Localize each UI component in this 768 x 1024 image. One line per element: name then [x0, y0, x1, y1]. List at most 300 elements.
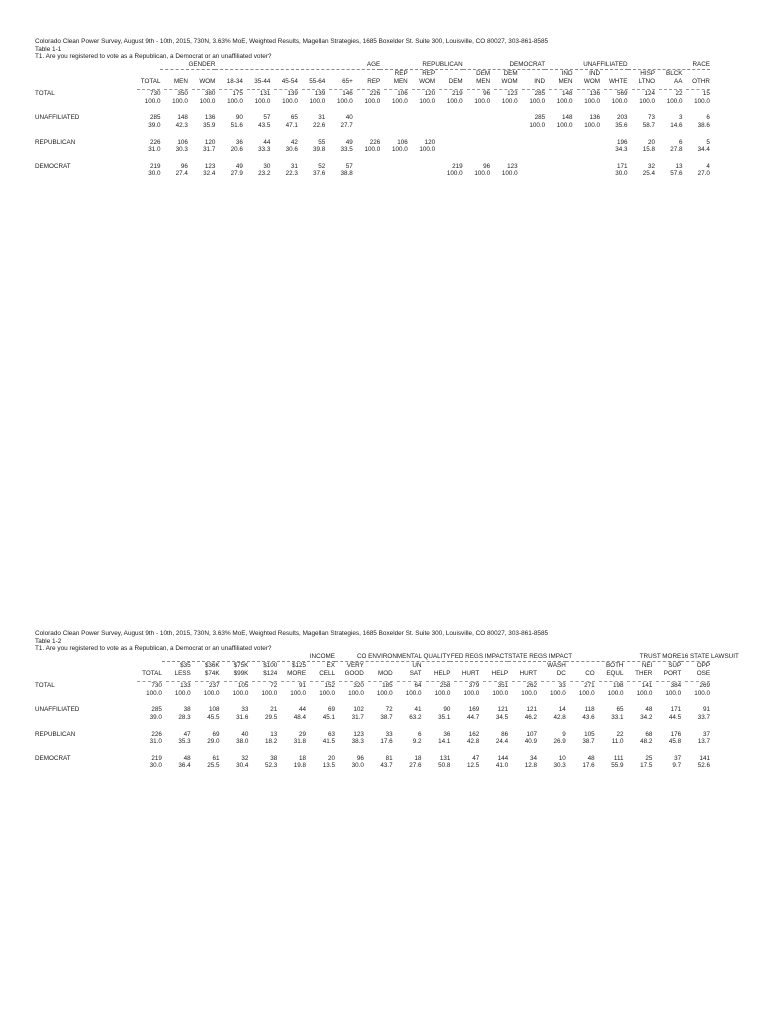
count-cell: 36 [235, 138, 243, 146]
count-cell: 25 [645, 754, 653, 762]
percent-cell: 43.6 [582, 713, 595, 721]
percent-cell [545, 170, 572, 178]
percent-cell: 100.0 [364, 97, 381, 105]
count-cell [463, 139, 490, 147]
group-header [545, 61, 627, 70]
count-cell: 123 [353, 730, 364, 738]
count-cell: 219 [149, 162, 161, 170]
column-header [508, 662, 537, 670]
column-header [215, 70, 242, 78]
percent-cell: 27.8 [670, 146, 683, 154]
count-cell: 351 [497, 682, 509, 690]
count-cell: 102 [353, 706, 364, 714]
percent-cell: 51.6 [230, 121, 243, 129]
table-row [35, 706, 710, 714]
count-cell: 10 [558, 754, 566, 762]
count-cell: 226 [369, 138, 381, 146]
column-header: LESS [174, 669, 191, 677]
percent-cell: 34.3 [615, 146, 628, 154]
column-header: TOTAL [140, 77, 161, 85]
percent-cell: 100.0 [203, 689, 220, 697]
column-header: 18-34 [226, 77, 243, 85]
row-label: TOTAL [35, 682, 55, 690]
count-cell: 42 [290, 138, 298, 146]
table-row-pct [35, 690, 710, 698]
percent-cell: 100.0 [405, 689, 422, 697]
row-label-spacer [35, 762, 133, 770]
group-header-label: STATE REGS IMPACT [508, 653, 566, 662]
table-row [35, 139, 710, 147]
percent-cell: 100.0 [199, 97, 216, 105]
group-header-label: 16 STATE LAWSUIT [681, 653, 710, 662]
count-cell: 9 [562, 730, 566, 738]
count-cell: 31 [318, 114, 326, 122]
percent-cell: 39.0 [149, 713, 162, 721]
percent-cell [490, 122, 517, 130]
column-header-row [35, 70, 710, 78]
column-header: BLCK [666, 69, 683, 77]
row-label: REPUBLICAN [35, 730, 76, 738]
count-cell: 133 [180, 682, 191, 690]
count-cell: 139 [314, 90, 326, 98]
percent-cell: 100.0 [463, 689, 480, 697]
row-label-spacer [35, 98, 133, 106]
row-spacer [35, 154, 710, 163]
column-header: 45-54 [281, 77, 298, 85]
group-header [335, 653, 450, 662]
count-cell: 148 [177, 114, 188, 122]
column-header: WOM [501, 77, 518, 85]
count-cell: 106 [397, 138, 408, 146]
count-cell [545, 139, 572, 147]
count-cell: 81 [385, 754, 393, 762]
count-cell: 31 [290, 162, 298, 170]
count-cell: 569 [617, 90, 628, 98]
percent-cell: 34.4 [697, 146, 710, 154]
column-header: IND [589, 69, 601, 77]
table-row [35, 163, 710, 171]
count-cell: 141 [641, 682, 653, 690]
percent-cell: 35.9 [203, 121, 216, 129]
count-cell: 72 [270, 682, 278, 690]
count-cell: 226 [149, 138, 161, 146]
count-cell: 64 [414, 682, 422, 690]
column-header: PORT [663, 669, 682, 677]
percent-cell: 33.7 [697, 713, 711, 721]
count-cell [380, 114, 407, 122]
percent-cell: 100.0 [607, 689, 624, 697]
percent-cell: 27.0 [697, 170, 710, 178]
row-label-spacer [35, 653, 133, 662]
percent-cell: 14.6 [670, 121, 683, 129]
count-cell: 32 [647, 162, 655, 170]
count-cell: 69 [212, 730, 220, 738]
percent-cell: 31.8 [293, 738, 307, 746]
percent-cell: 27.9 [230, 170, 243, 178]
count-cell: 146 [342, 90, 353, 98]
count-cell: 15 [702, 90, 710, 98]
count-cell [435, 114, 463, 122]
percent-cell: 58.7 [642, 121, 655, 129]
percent-cell: 100.0 [474, 97, 491, 105]
count-cell [435, 139, 463, 147]
count-cell: 121 [497, 706, 509, 714]
row-spacer [35, 697, 710, 706]
row-label-spacer [35, 78, 133, 86]
percent-cell: 100.0 [550, 689, 566, 697]
percent-cell [353, 122, 380, 130]
group-header-row [35, 61, 710, 70]
group-spacer [133, 61, 160, 70]
group-header [162, 653, 335, 662]
count-cell: 120 [204, 138, 216, 146]
column-header [133, 662, 162, 670]
question-text: T1. Are you registered to vote as a Republican, a Democrat or an unaffiliated voter? [35, 53, 272, 61]
group-header [681, 652, 739, 662]
row-label-spacer [35, 662, 133, 670]
column-header: MOD [377, 669, 393, 677]
count-cell [573, 163, 600, 171]
percent-cell: 22.6 [313, 121, 326, 129]
table-row-pct [35, 714, 710, 722]
count-cell: 171 [670, 706, 682, 714]
percent-cell: 14.1 [438, 738, 451, 746]
column-header: MORE [287, 669, 307, 677]
count-cell: 169 [468, 706, 480, 714]
count-cell: 108 [209, 706, 220, 714]
count-cell: 55 [318, 138, 326, 146]
count-cell [518, 139, 545, 147]
table-row-pct [35, 762, 710, 770]
count-cell: 44 [263, 138, 271, 146]
percent-cell: 100.0 [529, 121, 546, 129]
percent-cell: 100.0 [529, 97, 546, 105]
row-label: UNAFFILIATED [35, 114, 80, 122]
percent-cell: 15.8 [642, 146, 655, 154]
percent-cell: 12.5 [466, 762, 480, 770]
column-header [479, 662, 508, 670]
count-cell: 162 [468, 730, 480, 738]
column-header: CELL [319, 669, 335, 677]
group-header [380, 61, 462, 70]
percent-cell: 11.0 [611, 738, 624, 746]
column-header: OSE [696, 669, 711, 677]
count-cell: 20 [327, 754, 335, 762]
percent-cell: 100.0 [364, 146, 381, 154]
count-cell: 175 [232, 90, 243, 98]
percent-cell: 100.0 [254, 97, 271, 105]
count-cell: 136 [589, 90, 601, 98]
count-cell: 33 [241, 706, 249, 714]
percent-cell: 100.0 [227, 97, 243, 105]
percent-cell: 38.6 [697, 121, 710, 129]
count-cell: 384 [670, 682, 682, 690]
percent-cell: 33.3 [258, 146, 271, 154]
percent-cell: 100.0 [290, 689, 307, 697]
column-header: HELP [433, 669, 451, 677]
count-cell: 48 [587, 754, 595, 762]
count-cell: 121 [526, 706, 537, 714]
percent-cell: 38.8 [340, 170, 353, 178]
percent-cell: 9.7 [672, 762, 682, 770]
column-header [188, 70, 215, 78]
percent-cell: 100.0 [172, 97, 188, 105]
percent-cell: 31.0 [149, 738, 162, 746]
percent-cell: 28.3 [178, 713, 191, 721]
count-cell: 226 [151, 730, 162, 738]
percent-cell: 100.0 [434, 689, 451, 697]
count-cell: 72 [385, 706, 393, 714]
column-header [133, 70, 160, 78]
column-header [325, 70, 352, 78]
count-cell [353, 114, 380, 122]
column-header: EX [326, 661, 335, 669]
row-label-spacer [35, 690, 133, 698]
count-cell: 285 [534, 90, 546, 98]
count-cell: 49 [235, 162, 243, 170]
percent-cell: 43.7 [380, 762, 393, 770]
percent-cell: 42.3 [175, 121, 188, 129]
column-header-row [35, 670, 710, 678]
percent-cell: 33.1 [611, 713, 624, 721]
table-label: Table 1-1 [35, 45, 62, 53]
column-header-row [35, 78, 710, 86]
group-header-label: FED REGS IMPACT [450, 653, 508, 662]
percent-cell: 100.0 [376, 689, 393, 697]
count-cell: 6 [418, 730, 422, 738]
row-label-spacer [35, 61, 133, 70]
percent-cell: 41.5 [322, 738, 335, 746]
percent-cell: 100.0 [492, 689, 509, 697]
percent-cell: 30.0 [149, 762, 162, 770]
count-cell: 96 [356, 754, 364, 762]
percent-cell: 52.6 [697, 762, 711, 770]
percent-cell [435, 122, 463, 130]
percent-cell: 37.6 [313, 170, 326, 178]
column-header [450, 662, 479, 670]
column-header: REP [394, 69, 408, 77]
column-header-row [35, 662, 710, 670]
percent-cell: 50.8 [438, 762, 451, 770]
count-cell: 350 [177, 90, 188, 98]
percent-cell [518, 170, 545, 178]
column-header: $99K [233, 669, 249, 677]
count-cell: 68 [645, 730, 653, 738]
column-header [298, 70, 325, 78]
count-cell: 203 [617, 114, 628, 122]
group-header-label: CO ENVIRONMENTAL QUALITY [335, 653, 450, 662]
count-cell: 41 [414, 706, 422, 714]
percent-cell: 48.2 [640, 738, 653, 746]
column-header: HURT [519, 669, 537, 677]
row-label-spacer [35, 70, 133, 78]
percent-cell: 100.0 [391, 146, 408, 154]
group-header-label: RACE [628, 61, 710, 70]
percent-cell: 41.0 [495, 762, 509, 770]
count-cell: 47 [183, 730, 191, 738]
percent-cell: 39.8 [313, 146, 326, 154]
table-row [35, 90, 710, 98]
count-cell: 91 [703, 706, 711, 714]
row-spacer [35, 722, 710, 731]
crosstab-table [35, 652, 739, 770]
percent-cell [463, 122, 490, 130]
percent-cell: 35.3 [178, 738, 191, 746]
percent-cell: 38.0 [236, 738, 249, 746]
column-header [353, 70, 380, 78]
percent-cell: 17.6 [380, 738, 393, 746]
count-cell: 29 [299, 730, 307, 738]
percent-cell: 30.0 [148, 170, 161, 178]
row-label-spacer [35, 738, 133, 746]
percent-cell: 44.5 [668, 713, 682, 721]
percent-cell: 100.0 [639, 97, 655, 105]
percent-cell: 31.7 [351, 713, 364, 721]
percent-cell: 38.3 [351, 738, 364, 746]
row-spacer [35, 746, 710, 755]
percent-cell [518, 146, 545, 154]
percent-cell [463, 146, 490, 154]
column-header: DC [556, 669, 566, 677]
column-header: MEN [476, 77, 491, 85]
count-cell: 14 [558, 706, 566, 714]
percent-cell: 9.2 [412, 738, 422, 746]
column-header: 35-44 [254, 77, 271, 85]
count-cell: 105 [237, 682, 249, 690]
percent-cell: 20.6 [230, 146, 243, 154]
percent-cell: 29.5 [264, 713, 278, 721]
count-cell: 152 [324, 682, 335, 690]
count-cell: 285 [151, 706, 162, 714]
count-cell: 38 [270, 754, 278, 762]
count-cell: 65 [616, 706, 624, 714]
count-cell: 49 [345, 138, 353, 146]
count-cell: 90 [443, 706, 451, 714]
survey-header: Colorado Clean Power Survey, August 9th - 10th, 2015, 730N, 3.63% MoE, Weighted Results, Magellan Strategies, 1685 Boxelder St. Suite 300, Louisville, CO 80027, 303-861-8585 [35, 38, 549, 45]
row-label: DEMOCRAT [35, 754, 71, 762]
count-cell: 176 [670, 730, 682, 738]
table-1-2-block [35, 630, 739, 770]
percent-cell [545, 146, 572, 154]
percent-cell: 45.8 [668, 738, 682, 746]
percent-cell: 30.6 [285, 146, 298, 154]
column-header: WOM [199, 77, 216, 85]
count-cell: 271 [584, 682, 595, 690]
count-cell: 63 [327, 730, 335, 738]
count-cell: 105 [584, 730, 595, 738]
count-cell: 22 [675, 90, 683, 98]
column-header [518, 70, 545, 78]
count-cell: 96 [483, 162, 491, 170]
row-label: TOTAL [35, 90, 55, 98]
percent-cell: 30.0 [615, 170, 628, 178]
question-text: T1. Are you registered to vote as a Republican, a Democrat or an unaffiliated voter? [35, 645, 272, 653]
column-header: WHTE [608, 77, 628, 85]
group-header-label: AGE [215, 61, 380, 70]
percent-cell: 45.5 [207, 713, 220, 721]
count-cell: 69 [327, 706, 335, 714]
percent-cell: 19.8 [293, 762, 307, 770]
percent-cell: 100.0 [556, 121, 573, 129]
column-header: HURT [461, 669, 480, 677]
percent-cell: 100.0 [232, 689, 249, 697]
count-cell: 61 [212, 754, 220, 762]
count-cell: 285 [534, 114, 546, 122]
percent-cell [408, 122, 435, 130]
percent-cell: 27.4 [175, 170, 188, 178]
group-header-row [35, 653, 710, 662]
count-cell: 34 [529, 754, 537, 762]
count-cell: 111 [613, 754, 624, 762]
survey-header: Colorado Clean Power Survey, August 9th - 10th, 2015, 730N, 3.63% MoE, Weighted Results, Magellan Strategies, 1685 Boxelder St. Suite 300, Louisville, CO 80027, 303-861-8585 [35, 630, 549, 637]
percent-cell: 55.9 [611, 762, 624, 770]
percent-cell: 36.4 [178, 762, 191, 770]
column-header: $100 [263, 661, 278, 669]
count-cell: 106 [177, 138, 188, 146]
percent-cell: 18.2 [264, 738, 278, 746]
column-header: AA [674, 77, 683, 85]
percent-cell: 31.7 [203, 146, 216, 154]
group-header-label: REPUBLICAN [380, 61, 462, 70]
column-header: OTHR [692, 77, 710, 85]
count-cell: 380 [204, 90, 216, 98]
column-header: WASH [547, 661, 566, 669]
column-header: TOTAL [142, 669, 162, 677]
percent-cell: 32.4 [203, 170, 216, 178]
count-cell: 73 [647, 114, 655, 122]
count-cell: 123 [507, 162, 518, 170]
percent-cell: 46.2 [524, 713, 537, 721]
percent-cell: 100.0 [348, 689, 364, 697]
count-cell: 136 [589, 114, 601, 122]
count-cell: 219 [452, 90, 463, 98]
count-cell: 171 [617, 162, 628, 170]
percent-cell: 100.0 [446, 170, 463, 178]
row-label-spacer [35, 146, 133, 154]
percent-cell: 34.5 [495, 713, 509, 721]
count-cell: 3 [678, 114, 683, 122]
table-row-pct [35, 170, 710, 178]
percent-cell: 30.3 [175, 146, 188, 154]
table-row-pct [35, 738, 710, 746]
count-cell: 320 [353, 682, 364, 690]
percent-cell [573, 170, 600, 178]
column-header: DEM [448, 77, 463, 85]
column-header: GOOD [344, 669, 364, 677]
column-header: $125 [292, 661, 307, 669]
column-header: IND [534, 77, 546, 85]
count-cell [518, 163, 545, 171]
count-cell [463, 114, 490, 122]
percent-cell: 31.0 [148, 146, 161, 154]
column-header: DEM [503, 69, 518, 77]
count-cell: 33 [558, 682, 566, 690]
count-cell: 148 [562, 114, 573, 122]
count-cell [545, 163, 572, 171]
group-header [160, 61, 215, 70]
percent-cell: 17.5 [640, 762, 653, 770]
percent-cell: 25.5 [207, 762, 220, 770]
column-header: UN [412, 661, 422, 669]
percent-cell: 100.0 [584, 97, 601, 105]
table-row [35, 755, 710, 763]
count-cell: 5 [706, 138, 710, 146]
row-label-spacer [35, 714, 133, 722]
count-cell: 13 [675, 162, 683, 170]
count-cell: 86 [501, 730, 509, 738]
column-header: CO [585, 669, 595, 677]
column-header [270, 70, 297, 78]
